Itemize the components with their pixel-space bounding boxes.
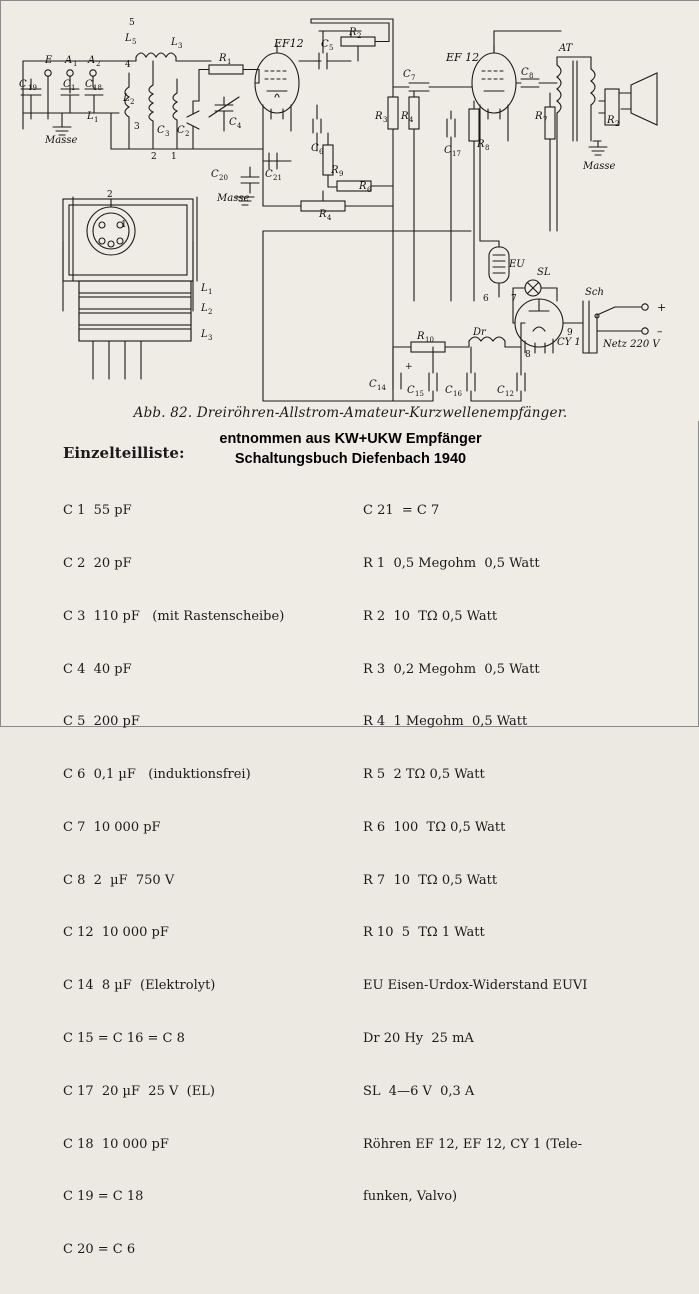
svg-text:2: 2 [208,308,213,316]
svg-text:R: R [535,111,543,122]
svg-text:2: 2 [107,190,113,200]
svg-text:7: 7 [511,294,517,304]
svg-text:1: 1 [71,84,76,92]
list-item: C 1 55 pF [63,503,132,519]
svg-text:L: L [125,33,132,44]
source-overlay-line1: entnommen aus KW+UKW Empfänger [219,431,482,447]
list-item: R 3 0,2 Megohm 0,5 Watt [363,661,540,677]
svg-text:C: C [321,39,329,50]
svg-text:C: C [311,143,319,154]
svg-text:C: C [497,385,505,396]
svg-text:1: 1 [208,288,213,296]
svg-text:R: R [375,111,383,122]
svg-text:EF12: EF12 [274,37,304,50]
svg-text:L: L [123,93,130,104]
svg-text:Masse: Masse [217,193,250,204]
list-item: C 19 = C 18 [63,1189,144,1205]
svg-text:Masse: Masse [583,161,616,172]
list-item: C 3 110 pF (mit Rastenscheibe) [63,608,285,624]
svg-text:1: 1 [121,220,127,230]
list-item: C 2 20 pF [63,555,132,571]
svg-text:1: 1 [227,58,232,66]
svg-text:5: 5 [132,38,137,46]
list-item: SL 4—6 V 0,3 A [363,1083,475,1099]
svg-text:1: 1 [171,152,177,162]
svg-text:15: 15 [415,390,424,398]
svg-text:C: C [19,79,27,90]
svg-text:A: A [65,55,73,66]
svg-text:20: 20 [219,174,228,182]
svg-text:1: 1 [94,116,99,124]
svg-text:L: L [87,111,94,122]
list-item: R 5 2 TΩ 0,5 Watt [363,767,485,783]
list-item: Dr 20 Hy 25 mA [363,1031,474,1046]
list-item: C 12 10 000 pF [63,925,169,941]
parts-list-title: Einzelteilliste: [63,444,185,462]
svg-text:+: + [657,301,667,314]
svg-text:Dr: Dr [473,327,486,338]
list-item: C 5 200 pF [63,714,140,730]
svg-text:21: 21 [273,174,282,182]
svg-text:C: C [63,79,71,90]
svg-text:C: C [403,69,411,80]
svg-text:A: A [88,55,96,66]
svg-text:CY 1: CY 1 [557,337,581,348]
list-item: R 10 5 TΩ 1 Watt [363,925,485,941]
svg-text:4: 4 [125,60,131,70]
list-item: C 7 10 000 pF [63,819,161,835]
svg-text:14: 14 [377,384,386,392]
svg-text:5: 5 [129,18,135,28]
source-overlay-line2: Schaltungsbuch Diefenbach 1940 [234,451,467,467]
svg-text:16: 16 [453,390,462,398]
figure-caption: Abb. 82. Dreiröhren-Allstrom-Amateur-Kurzwellenempfänger. [133,405,568,421]
list-item: C 14 8 µF (Elektrolyt) [63,978,216,994]
svg-text:EF 12: EF 12 [446,51,480,64]
svg-text:C: C [407,385,415,396]
svg-text:9: 9 [567,328,573,338]
svg-text:4: 4 [409,116,414,124]
list-item: C 8 2 µF 750 V [63,872,175,888]
svg-text:R: R [359,181,367,192]
list-item: funken, Valvo) [363,1189,458,1205]
svg-text:C: C [177,125,185,136]
list-item: EU Eisen-Urdox-Widerstand EUVI [363,978,588,994]
svg-text:1: 1 [73,60,78,68]
svg-text:4: 4 [327,214,332,222]
parts-list [1,439,699,1258]
schematic-svg [1,1,699,421]
svg-text:8: 8 [529,72,534,80]
svg-text:8: 8 [525,350,531,360]
svg-text:R: R [349,27,357,38]
svg-text:R: R [401,111,409,122]
svg-text:7: 7 [543,116,548,124]
svg-text:2: 2 [96,60,101,68]
circuit-schematic [1,1,699,421]
list-item: C 21 = C 7 [363,503,440,519]
svg-text:R: R [417,331,425,342]
svg-text:10: 10 [425,336,434,344]
list-item: C 15 = C 16 = C 8 [63,1031,185,1046]
svg-text:6: 6 [367,186,372,194]
svg-text:C: C [85,79,93,90]
svg-text:9: 9 [339,170,344,178]
svg-text:Sch: Sch [585,287,604,298]
list-item: R 2 10 TΩ 0,5 Watt [363,608,498,624]
svg-text:L: L [201,303,208,314]
svg-text:L: L [201,283,208,294]
svg-text:R: R [331,165,339,176]
svg-text:6: 6 [319,148,324,156]
list-item: C 17 20 µF 25 V (EL) [63,1083,215,1099]
list-item: R 4 1 Megohm 0,5 Watt [363,714,528,730]
svg-text:E: E [45,55,53,66]
list-item: C 6 0,1 µF (induktionsfrei) [63,767,251,783]
svg-text:2: 2 [151,152,157,162]
svg-text:L: L [201,329,208,340]
svg-text:19: 19 [28,84,37,92]
svg-text:R: R [319,209,327,220]
list-item: R 6 100 TΩ 0,5 Watt [363,819,506,835]
svg-text:3: 3 [178,42,183,50]
svg-text:C: C [369,379,377,390]
svg-text:7: 7 [411,74,416,82]
svg-text:17: 17 [452,150,461,158]
svg-text:C: C [229,117,237,128]
svg-text:18: 18 [93,84,102,92]
svg-text:Netz 220 V: Netz 220 V [603,339,660,350]
svg-text:AT: AT [559,43,573,54]
svg-text:2: 2 [615,120,620,128]
svg-text:C: C [211,169,219,180]
list-item: C 18 10 000 pF [63,1136,169,1152]
svg-text:2: 2 [357,32,362,40]
svg-text:3: 3 [383,116,388,124]
svg-text:R: R [607,115,615,126]
list-item: R 1 0,5 Megohm 0,5 Watt [363,555,540,571]
svg-text:SL: SL [537,267,551,278]
svg-text:R: R [219,53,227,64]
svg-text:+: + [405,362,413,372]
svg-text:3: 3 [134,122,140,132]
svg-text:12: 12 [505,390,514,398]
list-item: R 7 10 TΩ 0,5 Watt [363,872,498,888]
list-item: C 20 = C 6 [63,1242,136,1258]
svg-text:Masse: Masse [45,135,78,146]
list-item: Röhren EF 12, EF 12, CY 1 (Tele- [363,1136,583,1152]
list-item: C 4 40 pF [63,661,132,677]
svg-text:C: C [157,125,165,136]
svg-text:8: 8 [485,144,490,152]
svg-text:L: L [171,37,178,48]
svg-text:5: 5 [329,44,334,52]
svg-text:6: 6 [483,294,489,304]
svg-text:–: – [657,325,663,338]
svg-text:4: 4 [237,122,242,130]
parts-list-right-column [363,467,587,1241]
svg-text:EU: EU [509,259,525,270]
svg-text:2: 2 [130,98,135,106]
svg-text:C: C [444,145,452,156]
svg-text:C: C [445,385,453,396]
svg-text:C: C [265,169,273,180]
svg-text:3: 3 [165,130,170,138]
svg-text:C: C [521,67,529,78]
svg-text:2: 2 [185,130,190,138]
parts-list-left-column [63,467,284,1294]
svg-text:R: R [477,139,485,150]
svg-text:3: 3 [208,334,213,342]
